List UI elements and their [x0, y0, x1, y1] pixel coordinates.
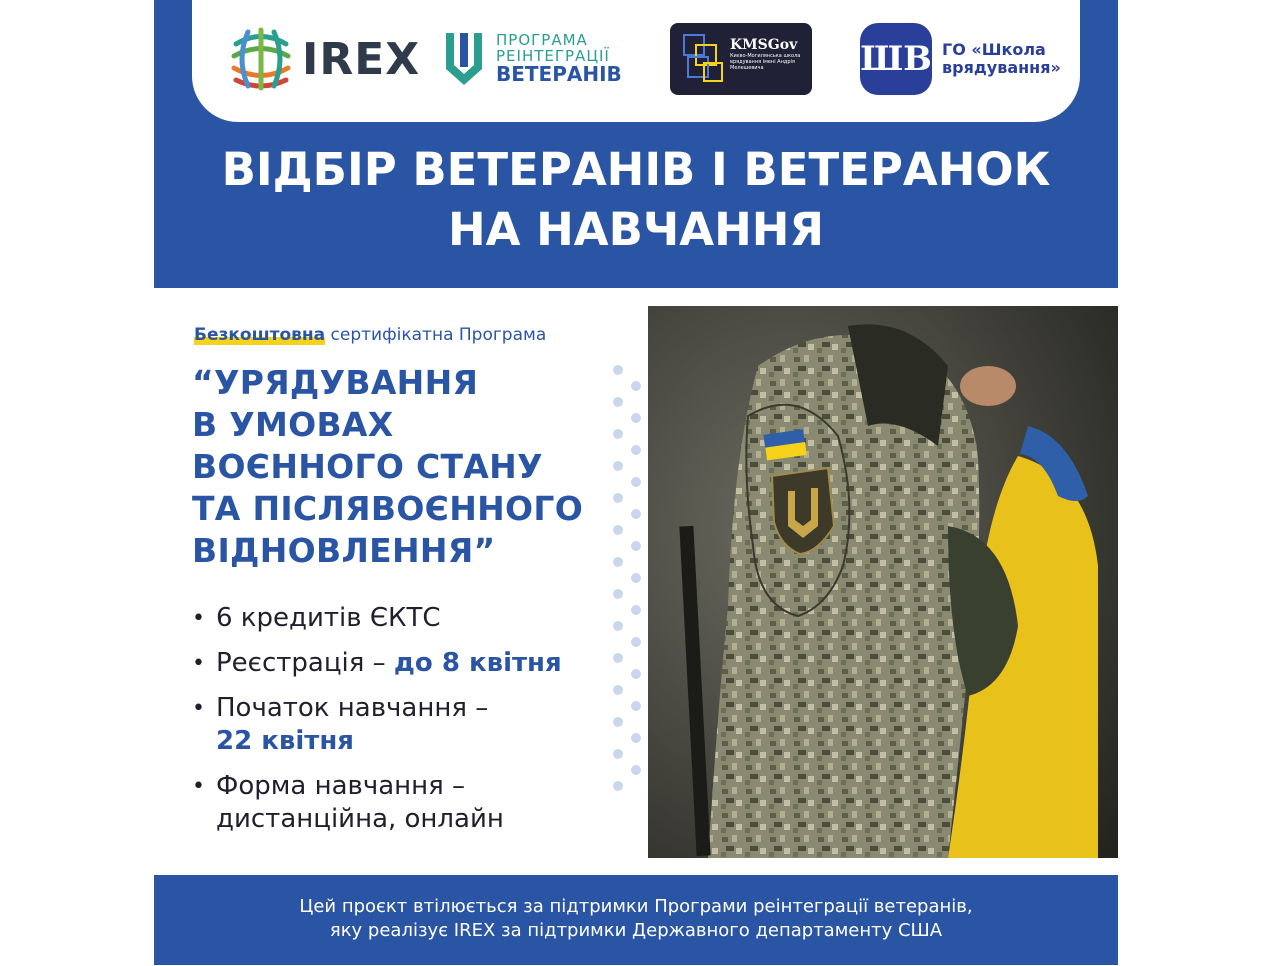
list-item-registration: [190, 647, 610, 680]
format-value: дистанційна, онлайн: [216, 804, 504, 834]
program-title-line: ВІДНОВЛЕННЯ”: [192, 531, 496, 570]
kmsgov-subtitle: Києво-Могилянська школа врядування імені Андрія Мелешевича: [730, 53, 801, 71]
irex-emblem-icon: [226, 24, 296, 94]
list-item-credits: [190, 602, 610, 635]
program-subheading: [194, 325, 546, 345]
decorative-dot-pattern: [610, 360, 650, 810]
footer-line2: яку реалізує IREX за підтримки Державного департаменту США: [329, 920, 943, 941]
program-title-line: “УРЯДУВАННЯ: [192, 363, 479, 402]
list-item-format: [190, 770, 610, 836]
certificate-program-label: сертифікатна Програма: [325, 325, 547, 345]
footer-band: [154, 875, 1118, 965]
veterans-logo-line1: ПРОГРАМА: [496, 30, 588, 49]
footer-support-text: [154, 895, 1118, 943]
bullet-icon: •: [192, 696, 205, 721]
kmsgov-logo: [670, 23, 812, 95]
partner-logos-bar: [192, 0, 1080, 122]
school-name: ГО «Школа врядування»: [942, 39, 1061, 77]
footer-line1: Цей проєкт втілюється за підтримки Програми реінтеграції ветеранів,: [299, 896, 973, 917]
headline: [154, 140, 1118, 260]
list-item-start: [190, 692, 610, 758]
bullet-icon: •: [192, 774, 205, 799]
veterans-program-logo: [442, 14, 622, 104]
start-label: Початок навчання –: [216, 693, 489, 723]
school-monogram-icon: ШВ: [860, 23, 932, 95]
program-title: [192, 362, 612, 572]
header-band: [154, 0, 1118, 288]
veterans-logo-line3: ВЕТЕРАНІВ: [496, 62, 622, 87]
program-details-list: [190, 602, 610, 848]
registration-deadline: до 8 квітня: [393, 648, 562, 678]
credits-text: 6 кредитів ЄКТС: [216, 603, 441, 633]
format-label: Форма навчання –: [216, 771, 466, 801]
school-governance-logo: [860, 14, 1072, 104]
headline-line2: НА НАВЧАННЯ: [447, 203, 825, 256]
kmsgov-emblem-icon: [676, 29, 730, 89]
free-highlight: Безкоштовна: [194, 325, 326, 345]
program-title-line: ТА ПІСЛЯВОЄННОГО: [192, 489, 584, 528]
program-title-line: В УМОВАХ: [192, 405, 394, 444]
registration-label: Реєстрація –: [216, 648, 394, 678]
kmsgov-name: KMSGov: [730, 37, 798, 53]
bullet-icon: •: [192, 651, 205, 676]
program-title-line: ВОЄННОГО СТАНУ: [192, 447, 543, 486]
soldier-with-flag-illustration: [648, 306, 1118, 858]
irex-logo: [226, 14, 420, 104]
bullet-icon: •: [192, 606, 205, 631]
irex-wordmark: IREX: [302, 33, 421, 85]
start-date: 22 квітня: [216, 726, 354, 756]
veterans-emblem-icon: [442, 29, 486, 89]
headline-line1: ВІДБІР ВЕТЕРАНІВ І ВЕТЕРАНОК: [221, 143, 1051, 196]
veterans-logo-line2: РЕІНТЕГРАЦІЇ: [496, 46, 610, 65]
soldier-photo: [648, 306, 1118, 858]
poster: [154, 0, 1118, 966]
